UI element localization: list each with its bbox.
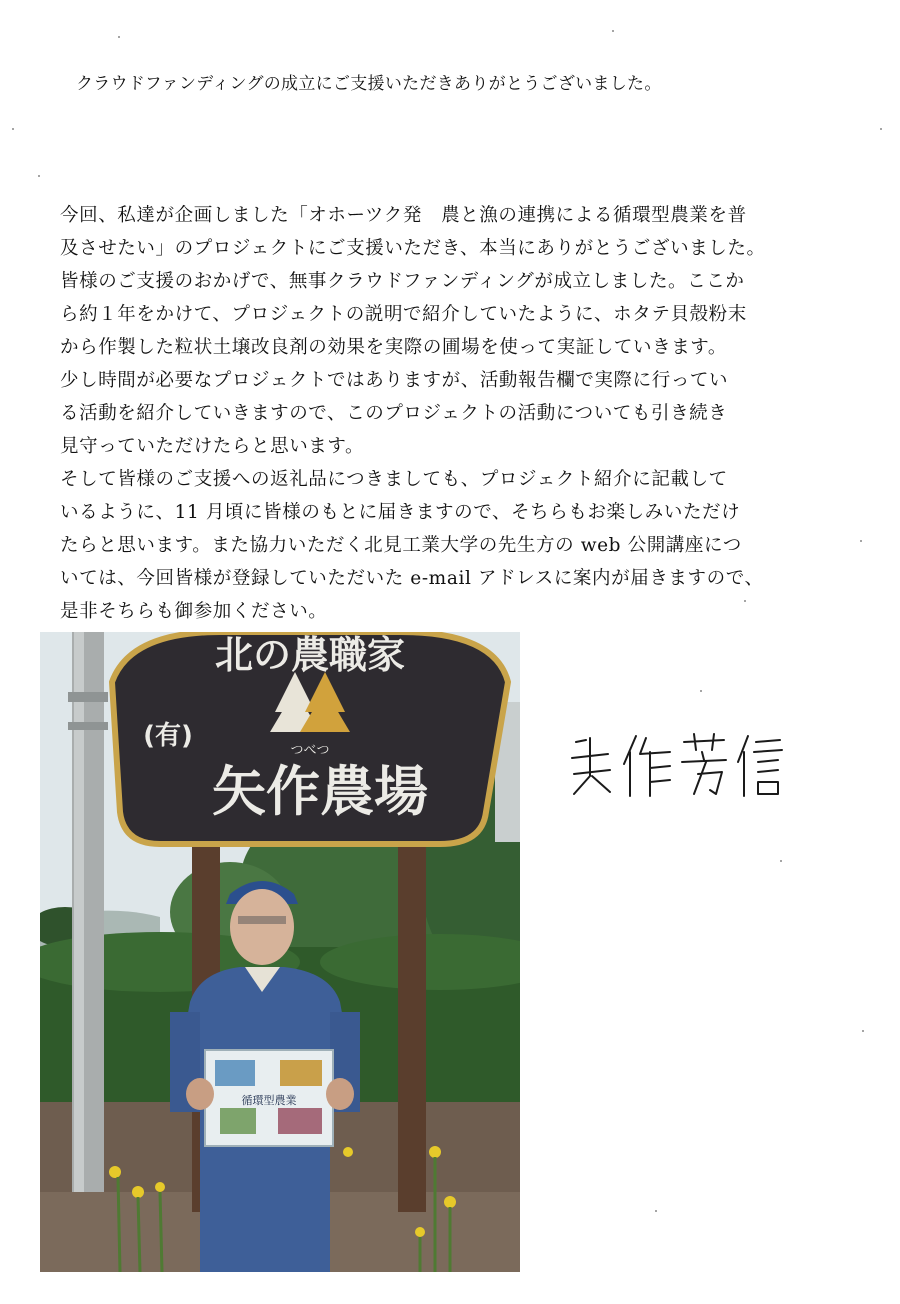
sign-company-text: (有): [143, 721, 193, 751]
body-line: 皆様のご支援のおかげで、無事クラウドファンディングが成立しました。ここか: [60, 271, 745, 292]
headline: クラウドファンディングの成立にご支援いただきありがとうございました。: [76, 74, 662, 94]
signature: [566, 728, 806, 798]
body-line: いては、今回皆様が登録していただいた e-mail アドレスに案内が届きますので、: [60, 568, 764, 589]
body-line: 見守っていただけたらと思います。: [60, 436, 365, 457]
paper-speck: [700, 690, 702, 692]
body-line: 及させたい」のプロジェクトにご支援いただき、本当にありがとうございました。: [60, 238, 766, 259]
sign-top-text: 北の農職家: [214, 633, 406, 677]
paper-speck: [860, 540, 862, 542]
farm-photo: [40, 632, 520, 1272]
paper-speck: [612, 30, 614, 32]
paper-speck: [118, 36, 120, 38]
signature-handwriting: [566, 728, 806, 798]
body-line: から作製した粒状土壌改良剤の効果を実際の圃場を使って実証していきます。: [60, 337, 728, 358]
sign-sub-text: つべつ: [290, 743, 330, 758]
paper-speck: [12, 128, 14, 130]
paper-speck: [880, 128, 882, 130]
body-line: 今回、私達が企画しました「オホーツク発 農と漁の連携による循環型農業を普: [60, 205, 747, 226]
held-paper-label: 循環型農業: [241, 1094, 297, 1107]
body-line: ら約１年をかけて、プロジェクトの説明で紹介していたように、ホタテ貝殻粉末: [60, 304, 747, 325]
paper-speck: [780, 860, 782, 862]
sign-name-text: 矢作農場: [212, 760, 428, 823]
body-text: [60, 202, 840, 631]
body-line: 少し時間が必要なプロジェクトではありますが、活動報告欄で実際に行ってい: [60, 370, 729, 391]
paper-speck: [38, 175, 40, 177]
body-line: いるように、11 月頃に皆様のもとに届きますので、そちらもお楽しみいただけ: [60, 502, 741, 523]
body-line: そして皆様のご支援への返礼品につきましても、プロジェクト紹介に記載して: [60, 469, 728, 490]
paper-speck: [862, 1030, 864, 1032]
body-line: たらと思います。また協力いただく北見工業大学の先生方の web 公開講座につ: [60, 535, 742, 556]
farm-photo-illustration: [40, 632, 520, 1272]
paper-speck: [655, 1210, 657, 1212]
body-line: 是非そちらも御参加ください。: [60, 601, 328, 622]
body-line: る活動を紹介していきますので、このプロジェクトの活動についても引き続き: [60, 403, 728, 424]
